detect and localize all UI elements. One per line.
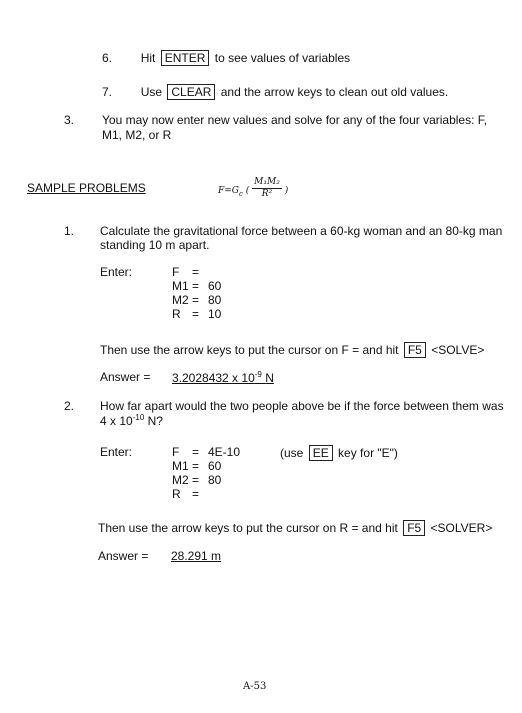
var-row: F = 4E-10 xyxy=(172,445,241,459)
formula-denominator: R² xyxy=(261,189,273,199)
problem-2-line2 xyxy=(100,413,163,428)
var-row: M2 = 80 xyxy=(172,293,222,307)
hint-text: key for "E") xyxy=(338,446,398,460)
step-6 xyxy=(102,50,350,66)
step-text: Use xyxy=(140,85,163,99)
problem-1-enter-label: Enter: xyxy=(100,265,133,279)
f5-key: F5 xyxy=(403,520,425,536)
problem-2-then xyxy=(98,520,492,536)
problem-2-answer: 28.291 m xyxy=(171,549,222,563)
formula-lhs: F=G xyxy=(218,186,239,196)
problem-1-number: 1. xyxy=(64,224,75,238)
var-row: F = xyxy=(172,265,221,279)
answer-base: 3.2028432 x 10 xyxy=(172,371,255,385)
answer-exponent: -9 xyxy=(254,370,262,379)
step-3-number: 3. xyxy=(64,113,75,127)
formula-numerator: M₁M₂ xyxy=(254,177,280,187)
step-3-line2: M1, M2, or R xyxy=(102,128,172,142)
step-number: 6. xyxy=(102,51,113,65)
page-number: A-53 xyxy=(243,681,267,692)
var-row: M2 = 80 xyxy=(172,473,240,487)
var-value: 80 xyxy=(208,293,222,307)
problem-2-number: 2. xyxy=(64,399,75,413)
problem-1-answer-label: Answer = xyxy=(100,370,151,384)
step-7 xyxy=(102,84,448,100)
var-value: 60 xyxy=(208,279,222,293)
problem-1-then xyxy=(100,342,484,358)
var-name: R xyxy=(172,487,181,501)
problem-1-answer xyxy=(172,370,274,385)
f5-key: F5 xyxy=(404,342,426,358)
problem-1-line1: Calculate the gravitational force between a 60-kg woman and an 80-kg man xyxy=(100,224,503,238)
ee-key: EE xyxy=(309,445,333,461)
var-value xyxy=(208,265,221,279)
hint-text: (use xyxy=(280,446,304,460)
var-name: F xyxy=(172,265,180,279)
var-value: 4E-10 xyxy=(208,445,241,459)
var-value: 10 xyxy=(208,307,222,321)
sample-problems-heading: SAMPLE PROBLEMS xyxy=(27,181,146,195)
problem-2-vars xyxy=(172,445,240,501)
var-row: R = xyxy=(172,487,240,501)
problem-2-answer-label: Answer = xyxy=(98,549,149,563)
problem-2-line1: How far apart would the two people above be if the force between them was xyxy=(100,399,504,413)
then-text: Then use the arrow keys to put the cursor on F = and hit xyxy=(100,343,399,357)
problem-1-line2: standing 10 m apart. xyxy=(100,238,210,252)
var-value: 60 xyxy=(208,459,222,473)
step-text: Hit xyxy=(140,51,156,65)
var-row: M1 = 60 xyxy=(172,279,222,293)
force-base: 4 x 10 xyxy=(100,414,133,428)
var-name: M1 xyxy=(172,459,189,473)
problem-2-enter-label: Enter: xyxy=(100,445,133,459)
solver-label: <SOLVER> xyxy=(430,521,493,535)
force-exponent: -10 xyxy=(132,413,145,422)
force-unit: N? xyxy=(147,414,163,428)
var-name: M1 xyxy=(172,279,189,293)
formula-sub: c xyxy=(238,190,243,198)
var-name: R xyxy=(172,307,181,321)
solve-label: <SOLVE> xyxy=(431,343,485,357)
var-name: M2 xyxy=(172,293,189,307)
step-number: 7. xyxy=(102,85,113,99)
answer-unit: N xyxy=(265,371,274,385)
var-name: F xyxy=(172,445,180,459)
var-row: R = 10 xyxy=(172,307,222,321)
var-value: 80 xyxy=(208,473,222,487)
var-row: M1 = 60 xyxy=(172,459,240,473)
var-value xyxy=(208,487,240,501)
ee-key-hint xyxy=(280,445,398,461)
enter-key: ENTER xyxy=(161,50,210,66)
step-text: to see values of variables xyxy=(214,51,351,65)
clear-key: CLEAR xyxy=(167,84,215,100)
var-name: M2 xyxy=(172,473,189,487)
then-text: Then use the arrow keys to put the cursor on R = and hit xyxy=(98,521,398,535)
problem-1-vars xyxy=(172,265,221,321)
step-text: and the arrow keys to clean out old values. xyxy=(220,85,449,99)
step-3-line1: You may now enter new values and solve for any of the four variables: F, xyxy=(102,113,488,127)
gravity-formula: $F=G_c$ ( $\frac{\text{M₁M₂}}{\text{R²}}$ ) xyxy=(218,177,289,199)
